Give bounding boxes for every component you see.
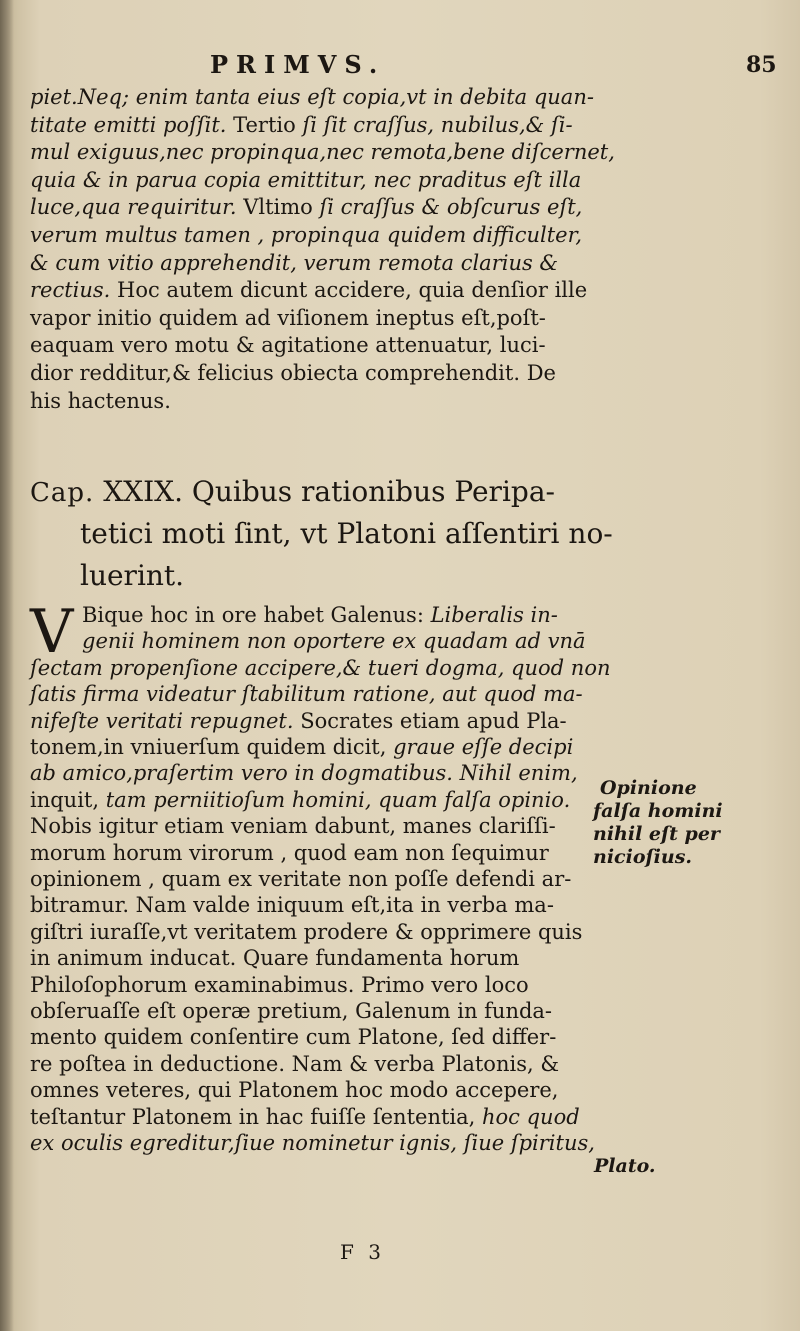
text-run: hoc quod <box>482 1104 580 1129</box>
text-run: genii hominem non oportere ex quadam ad vnā <box>82 629 586 654</box>
top-paragraph-line <box>30 222 582 249</box>
text-run: morum horum virorum , quod eam non ſequimur <box>30 840 549 865</box>
running-title: PRIMVS. <box>210 50 386 79</box>
text-run: piet.Neq; enim tanta eius eſt copia,vt in debita quan- <box>30 85 594 109</box>
top-paragraph-line <box>30 332 546 359</box>
text-run: tonem,in vniuerſum quidem dicit, <box>30 735 394 759</box>
body-paragraph-line <box>30 681 583 708</box>
body-paragraph-line <box>30 945 519 972</box>
text-run: Bique hoc in ore habet Galenus: <box>82 603 431 627</box>
text-run: Nobis igitur etiam veniam dabunt, manes clariſſi- <box>30 814 556 839</box>
body-paragraph-line <box>30 1104 580 1131</box>
body-paragraph-line <box>30 708 567 735</box>
text-run: vapor initio quidem ad viſionem ineptus eſt,poſt- <box>30 305 546 330</box>
body-paragraph-line <box>30 655 610 682</box>
text-run: ſi craſſus & obſcurus eſt, <box>319 195 583 220</box>
signature-mark: F 3 <box>340 1240 385 1264</box>
top-paragraph-line <box>30 360 556 387</box>
top-paragraph-line <box>30 167 581 194</box>
margin-note-line: nicioſius. <box>593 846 693 868</box>
text-run: luce,qua requiritur. <box>30 195 237 220</box>
text-run: ſectam propenſione accipere,& tueri dogma, quod non <box>30 655 611 680</box>
text-run: titate emitti poſſit. <box>30 112 227 137</box>
body-paragraph-line <box>30 866 571 893</box>
body-paragraph-line <box>30 972 529 999</box>
text-run: Socrates etiam apud Pla- <box>293 708 567 733</box>
text-run: dior redditur,& felicius obiecta comprehendit. De <box>30 361 556 385</box>
text-run: ex oculis egreditur,ſiue nominetur ignis, ſiue ſpiritus, <box>30 1131 595 1155</box>
chapter-heading-line-2: tetici moti ſint, vt Platoni aſſentiri no- <box>80 517 613 550</box>
text-run: graue eſſe decipi <box>393 735 574 759</box>
text-run <box>453 761 460 785</box>
body-paragraph-line <box>30 1051 559 1078</box>
text-run: & cum vitio apprehendit, verum remota clarius & <box>30 250 559 275</box>
margin-note-line: falſa homini <box>593 800 723 822</box>
text-run: eaquam vero motu & agitatione attenuatur, luci- <box>30 333 546 358</box>
chapter-title-start: XXIX. Quibus rationibus Peripa- <box>94 475 555 508</box>
page-number: 85 <box>746 52 777 78</box>
text-run: in animum inducat. Quare fundamenta horum <box>30 946 520 971</box>
body-paragraph-line <box>30 734 573 761</box>
body-paragraph-line <box>30 787 570 814</box>
body-paragraph-line <box>30 1077 558 1104</box>
body-paragraph-line <box>30 1130 595 1157</box>
margin-note-line: nihil eſt per <box>593 823 720 845</box>
chapter-label: Cap. <box>30 478 95 508</box>
chapter-heading-line-3: luerint. <box>80 559 185 592</box>
text-run: teſtantur Platonem in hac fuiſſe ſententia, <box>30 1104 482 1129</box>
top-paragraph-line <box>30 139 615 166</box>
text-run: mul exiguus,nec propinqua,nec remota,bene diſcernet, <box>30 140 615 165</box>
text-run: inquit, <box>30 787 106 812</box>
body-paragraph-line <box>30 760 578 787</box>
binding-gutter <box>0 0 14 1331</box>
running-header <box>0 50 800 84</box>
text-run: Tertio <box>226 112 303 137</box>
body-paragraph-line <box>30 813 556 840</box>
text-run: Philoſophorum examinabimus. Primo vero loco <box>30 972 529 997</box>
text-run: his hactenus. <box>30 388 171 413</box>
text-run: verum multus tamen , propinqua quidem difficulter, <box>30 223 583 247</box>
text-run: bitramur. Nam valde iniquum eſt,ita in verba ma- <box>30 893 554 918</box>
text-run: Hoc autem dicunt accidere, quia denſior ille <box>110 278 588 303</box>
drop-cap: V <box>30 597 74 667</box>
text-run: re poſtea in deductione. Nam & verba Platonis, & <box>30 1051 560 1076</box>
top-paragraph-line <box>30 250 558 277</box>
body-paragraph-line <box>30 840 549 867</box>
text-run: ſi ſit craſſus, nubilus,& ſi- <box>302 112 573 137</box>
top-paragraph-line <box>30 277 587 304</box>
text-run: Vltimo <box>236 195 320 220</box>
text-run: tam perniitioſum homini, quam falſa opinio. <box>105 787 571 812</box>
text-run: opinionem , quam ex veritate non poſſe defendi ar- <box>30 867 572 891</box>
top-paragraph-line <box>30 84 594 111</box>
top-paragraph-line <box>30 305 546 332</box>
body-paragraph-line <box>82 628 586 655</box>
top-paragraph-line <box>30 194 582 221</box>
body-paragraph-line <box>30 1024 556 1051</box>
text-run: ſatis firma videatur ſtabilitum ratione, aut quod ma- <box>30 682 583 707</box>
text-run: obſeruaſſe eſt operæ pretium, Galenum in funda- <box>30 999 553 1023</box>
text-run: giſtri iuraſſe,vt veritatem prodere & opprimere quis <box>30 919 583 944</box>
margin-note-plato: Plato. <box>594 1155 656 1177</box>
body-paragraph-line <box>82 602 558 629</box>
text-run: Liberalis in- <box>430 603 558 627</box>
chapter-heading-line-1 <box>30 474 555 511</box>
body-paragraph-line <box>30 998 552 1025</box>
text-run: nifeſte veritati repugnet. <box>30 708 294 733</box>
body-paragraph-line <box>30 892 554 919</box>
text-run: Nihil enim, <box>459 761 578 786</box>
text-run: ab amico,praſertim vero in dogmatibus. <box>30 761 453 786</box>
text-run: mento quidem conſentire cum Platone, ſed differ- <box>30 1025 557 1050</box>
margin-note-line: Opinione <box>600 777 697 799</box>
text-run: quia & in parua copia emittitur, nec praditus eſt illa <box>30 167 582 192</box>
top-paragraph-line <box>30 112 573 139</box>
body-paragraph-line <box>30 919 582 946</box>
top-paragraph-line <box>30 388 171 415</box>
text-run: rectius. <box>30 278 111 303</box>
text-run: omnes veteres, qui Platonem hoc modo accepere, <box>30 1078 559 1103</box>
